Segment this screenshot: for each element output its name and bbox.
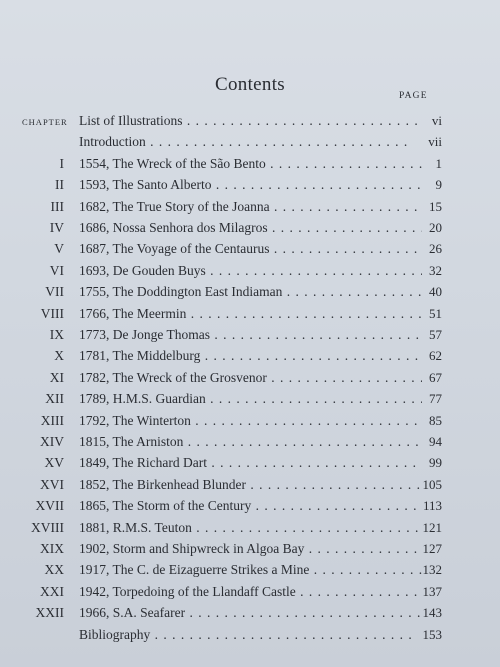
toc-entry [0, 453, 500, 473]
page-number: 20 [429, 220, 442, 235]
page-number: 51 [429, 305, 442, 321]
toc-entry [0, 111, 500, 131]
toc-entry [0, 218, 500, 238]
chapter-title: List of Illustrations . . [79, 111, 422, 131]
toc-entry [0, 432, 500, 452]
chapter-number: XVI [40, 476, 64, 492]
toc-entry [0, 496, 500, 516]
toc-entry [0, 518, 500, 538]
chapter-title: 1917, The C. de Eizaguerre Strikes a Mine . . [79, 560, 422, 580]
toc-entry [0, 346, 500, 366]
chapter-title: 1693, De Gouden Buys . . [79, 261, 422, 281]
chapter-title: 1849, The Richard Dart . . [79, 453, 422, 473]
page-number: 40 [429, 284, 442, 300]
toc-entry [0, 154, 500, 174]
toc-entry [0, 282, 500, 302]
page-number: 127 [422, 541, 442, 556]
toc-entry [0, 175, 500, 195]
toc-entry [0, 539, 500, 559]
chapter-title: 1554, The Wreck of the São Bento . . [79, 154, 422, 174]
chapter-number: XX [44, 562, 64, 578]
chapter-title: Bibliography . . [79, 625, 422, 645]
page-number: 15 [429, 198, 442, 214]
toc-entry [0, 325, 500, 345]
page-number: 113 [422, 498, 442, 514]
chapter-title: 1902, Storm and Shipwreck in Algoa Bay . . [79, 539, 422, 559]
chapter-number: XIV [40, 434, 64, 449]
chapter-column-header: CHAPTER [22, 117, 68, 127]
page-number: 9 [435, 177, 442, 193]
chapter-number: XVIII [31, 519, 64, 535]
page-number: 121 [422, 519, 442, 535]
chapter-number: IV [49, 220, 64, 235]
page-number: 67 [429, 369, 442, 385]
chapter-number: VI [49, 262, 64, 278]
chapter-number: XXI [40, 583, 64, 599]
chapter-number: IX [49, 327, 64, 342]
page-number: 1 [435, 155, 442, 171]
chapter-number: XVII [35, 498, 64, 514]
page-column-header: PAGE [399, 91, 428, 101]
chapter-title: 1781, The Middelburg . . [79, 346, 422, 366]
chapter-title: 1865, The Storm of the Century . . [79, 496, 422, 516]
toc-entry [0, 261, 500, 281]
page-number: 143 [422, 605, 442, 621]
page-number: 62 [429, 348, 442, 364]
page-number: 32 [429, 262, 442, 278]
chapter-title: 1755, The Doddington East Indiaman . . [79, 282, 422, 302]
chapter-number: XI [49, 369, 64, 385]
toc-entry [0, 560, 500, 580]
chapter-title: 1686, Nossa Senhora dos Milagros . . [79, 218, 422, 238]
toc-entry [0, 411, 500, 431]
toc-entry [0, 368, 500, 388]
chapter-title: 1789, H.M.S. Guardian . . [79, 389, 422, 409]
chapter-title: 1881, R.M.S. Teuton . . [79, 518, 422, 538]
page-title: Contents [215, 74, 285, 95]
chapter-number: II [55, 177, 64, 193]
toc-entry [0, 475, 500, 495]
toc-entry [0, 582, 500, 602]
page-number: 26 [429, 241, 442, 257]
chapter-number: X [54, 348, 64, 364]
chapter-number: XV [44, 455, 64, 471]
chapter-title: 1852, The Birkenhead Blunder . . [79, 475, 422, 495]
page-number: 77 [429, 391, 442, 407]
page-number: 99 [429, 455, 442, 471]
chapter-number: III [50, 198, 64, 214]
chapter-title: 1687, The Voyage of the Centaurus . . [79, 239, 422, 259]
toc-entry [0, 239, 500, 259]
chapter-number: XIII [40, 412, 64, 428]
chapter-number: V [54, 241, 64, 257]
toc-entry [0, 132, 500, 152]
chapter-number: XXII [35, 605, 64, 621]
chapter-number: VIII [40, 305, 64, 321]
chapter-title: 1682, The True Story of the Joanna . . [79, 197, 422, 217]
toc-entry [0, 304, 500, 324]
chapter-title: 1593, The Santo Alberto . . [79, 175, 422, 195]
toc-entry [0, 197, 500, 217]
chapter-number: VII [45, 284, 64, 300]
page-number: 132 [422, 562, 442, 578]
page-number: 137 [422, 583, 442, 599]
page-number: vi [431, 113, 442, 128]
page-number: 153 [422, 626, 442, 642]
chapter-title: 1766, The Meermin . . [79, 304, 422, 324]
page-number: vii [428, 134, 442, 150]
chapter-number: I [59, 155, 64, 171]
page-number: 105 [422, 476, 442, 492]
chapter-number: XIX [40, 541, 64, 556]
toc-entry [0, 603, 500, 623]
toc-entry [0, 389, 500, 409]
page-number: 85 [429, 412, 442, 428]
page-number: 57 [429, 327, 442, 342]
page-number: 94 [429, 434, 442, 449]
toc-entry [0, 625, 500, 645]
chapter-title: 1782, The Wreck of the Grosvenor . . [79, 368, 422, 388]
chapter-title: 1966, S.A. Seafarer . . [79, 603, 422, 623]
chapter-title: 1815, The Arniston . . [79, 432, 422, 452]
chapter-number: XII [45, 391, 64, 407]
chapter-title: 1942, Torpedoing of the Llandaff Castle . . [79, 582, 422, 602]
chapter-title: 1773, De Jonge Thomas . . [79, 325, 422, 345]
chapter-title: 1792, The Winterton . . [79, 411, 422, 431]
chapter-title: Introduction . . [79, 132, 422, 152]
